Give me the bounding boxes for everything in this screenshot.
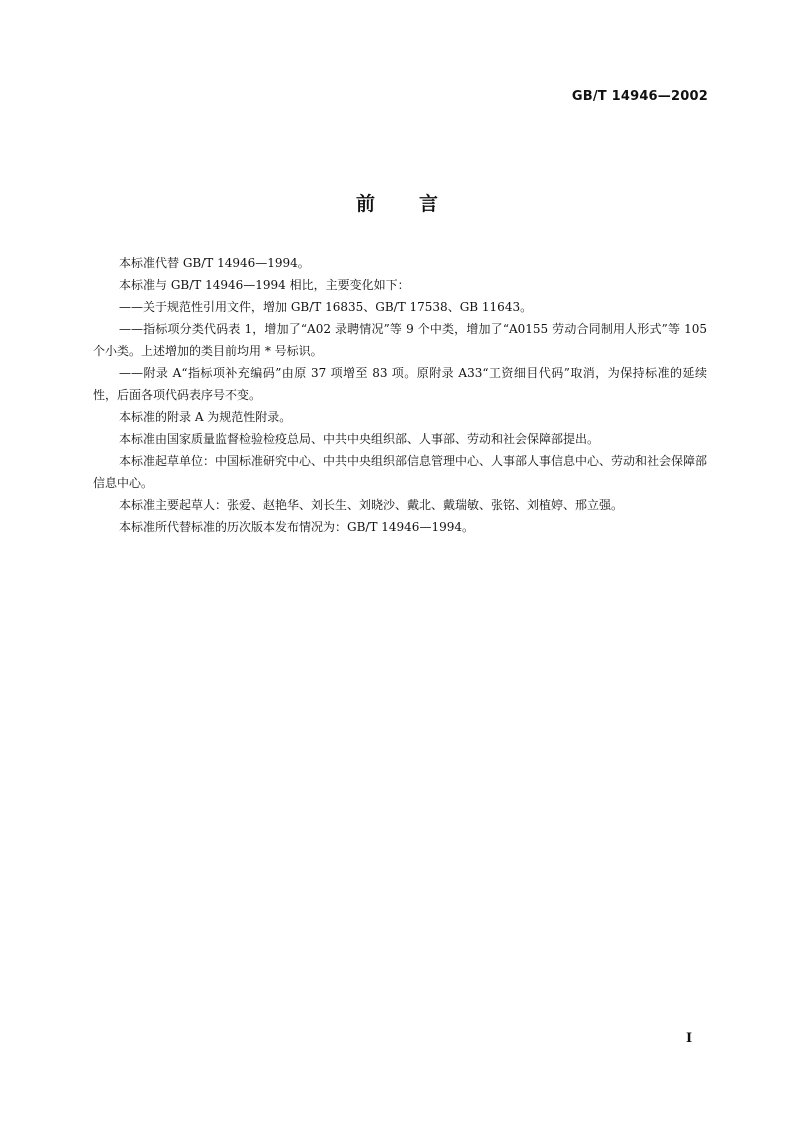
paragraph-previous-editions: 本标准所代替标准的历次版本发布情况为：GB/T 14946—1994。 xyxy=(119,520,474,534)
paragraph-drafting-units: 本标准起草单位：中国标准研究中心、中共中央组织部信息管理中心、人事部人事信息中心、劳动和社会保障部信息中心。 xyxy=(93,454,708,490)
foreword-body xyxy=(93,252,707,538)
paragraph-drafters: 本标准主要起草人：张爱、赵艳华、刘长生、刘晓沙、戴北、戴瑞敏、张铭、刘植婷、邢立强。 xyxy=(119,498,624,512)
paragraph-change-annex: ——附录 A“指标项补充编码”由原 37 项增至 83 项。原附录 A33“工资细目代码”取消，为保持标准的延续性，后面各项代码表序号不变。 xyxy=(93,366,707,402)
page-number: I xyxy=(686,1031,693,1046)
page-title: 前言 xyxy=(355,193,482,215)
standard-code: GB/T 14946—2002 xyxy=(571,89,708,104)
paragraph-change-table: ——指标项分类代码表 1，增加了“A02 录聘情况”等 9 个中类，增加了“A0155 劳动合同制用人形式”等 105 个小类。上述增加的类目前均用 * 号标识。 xyxy=(93,322,707,358)
paragraph-changes-intro: 本标准与 GB/T 14946—1994 相比，主要变化如下： xyxy=(119,278,410,292)
paragraph-change-references: ——关于规范性引用文件，增加 GB/T 16835、GB/T 17538、GB 11643。 xyxy=(119,300,533,314)
paragraph-proposed-by: 本标准由国家质量监督检验检疫总局、中共中央组织部、人事部、劳动和社会保障部提出。 xyxy=(119,432,600,446)
paragraph-annex-normative: 本标准的附录 A 为规范性附录。 xyxy=(119,410,292,424)
paragraph-replaces: 本标准代替 GB/T 14946—1994。 xyxy=(119,256,310,270)
